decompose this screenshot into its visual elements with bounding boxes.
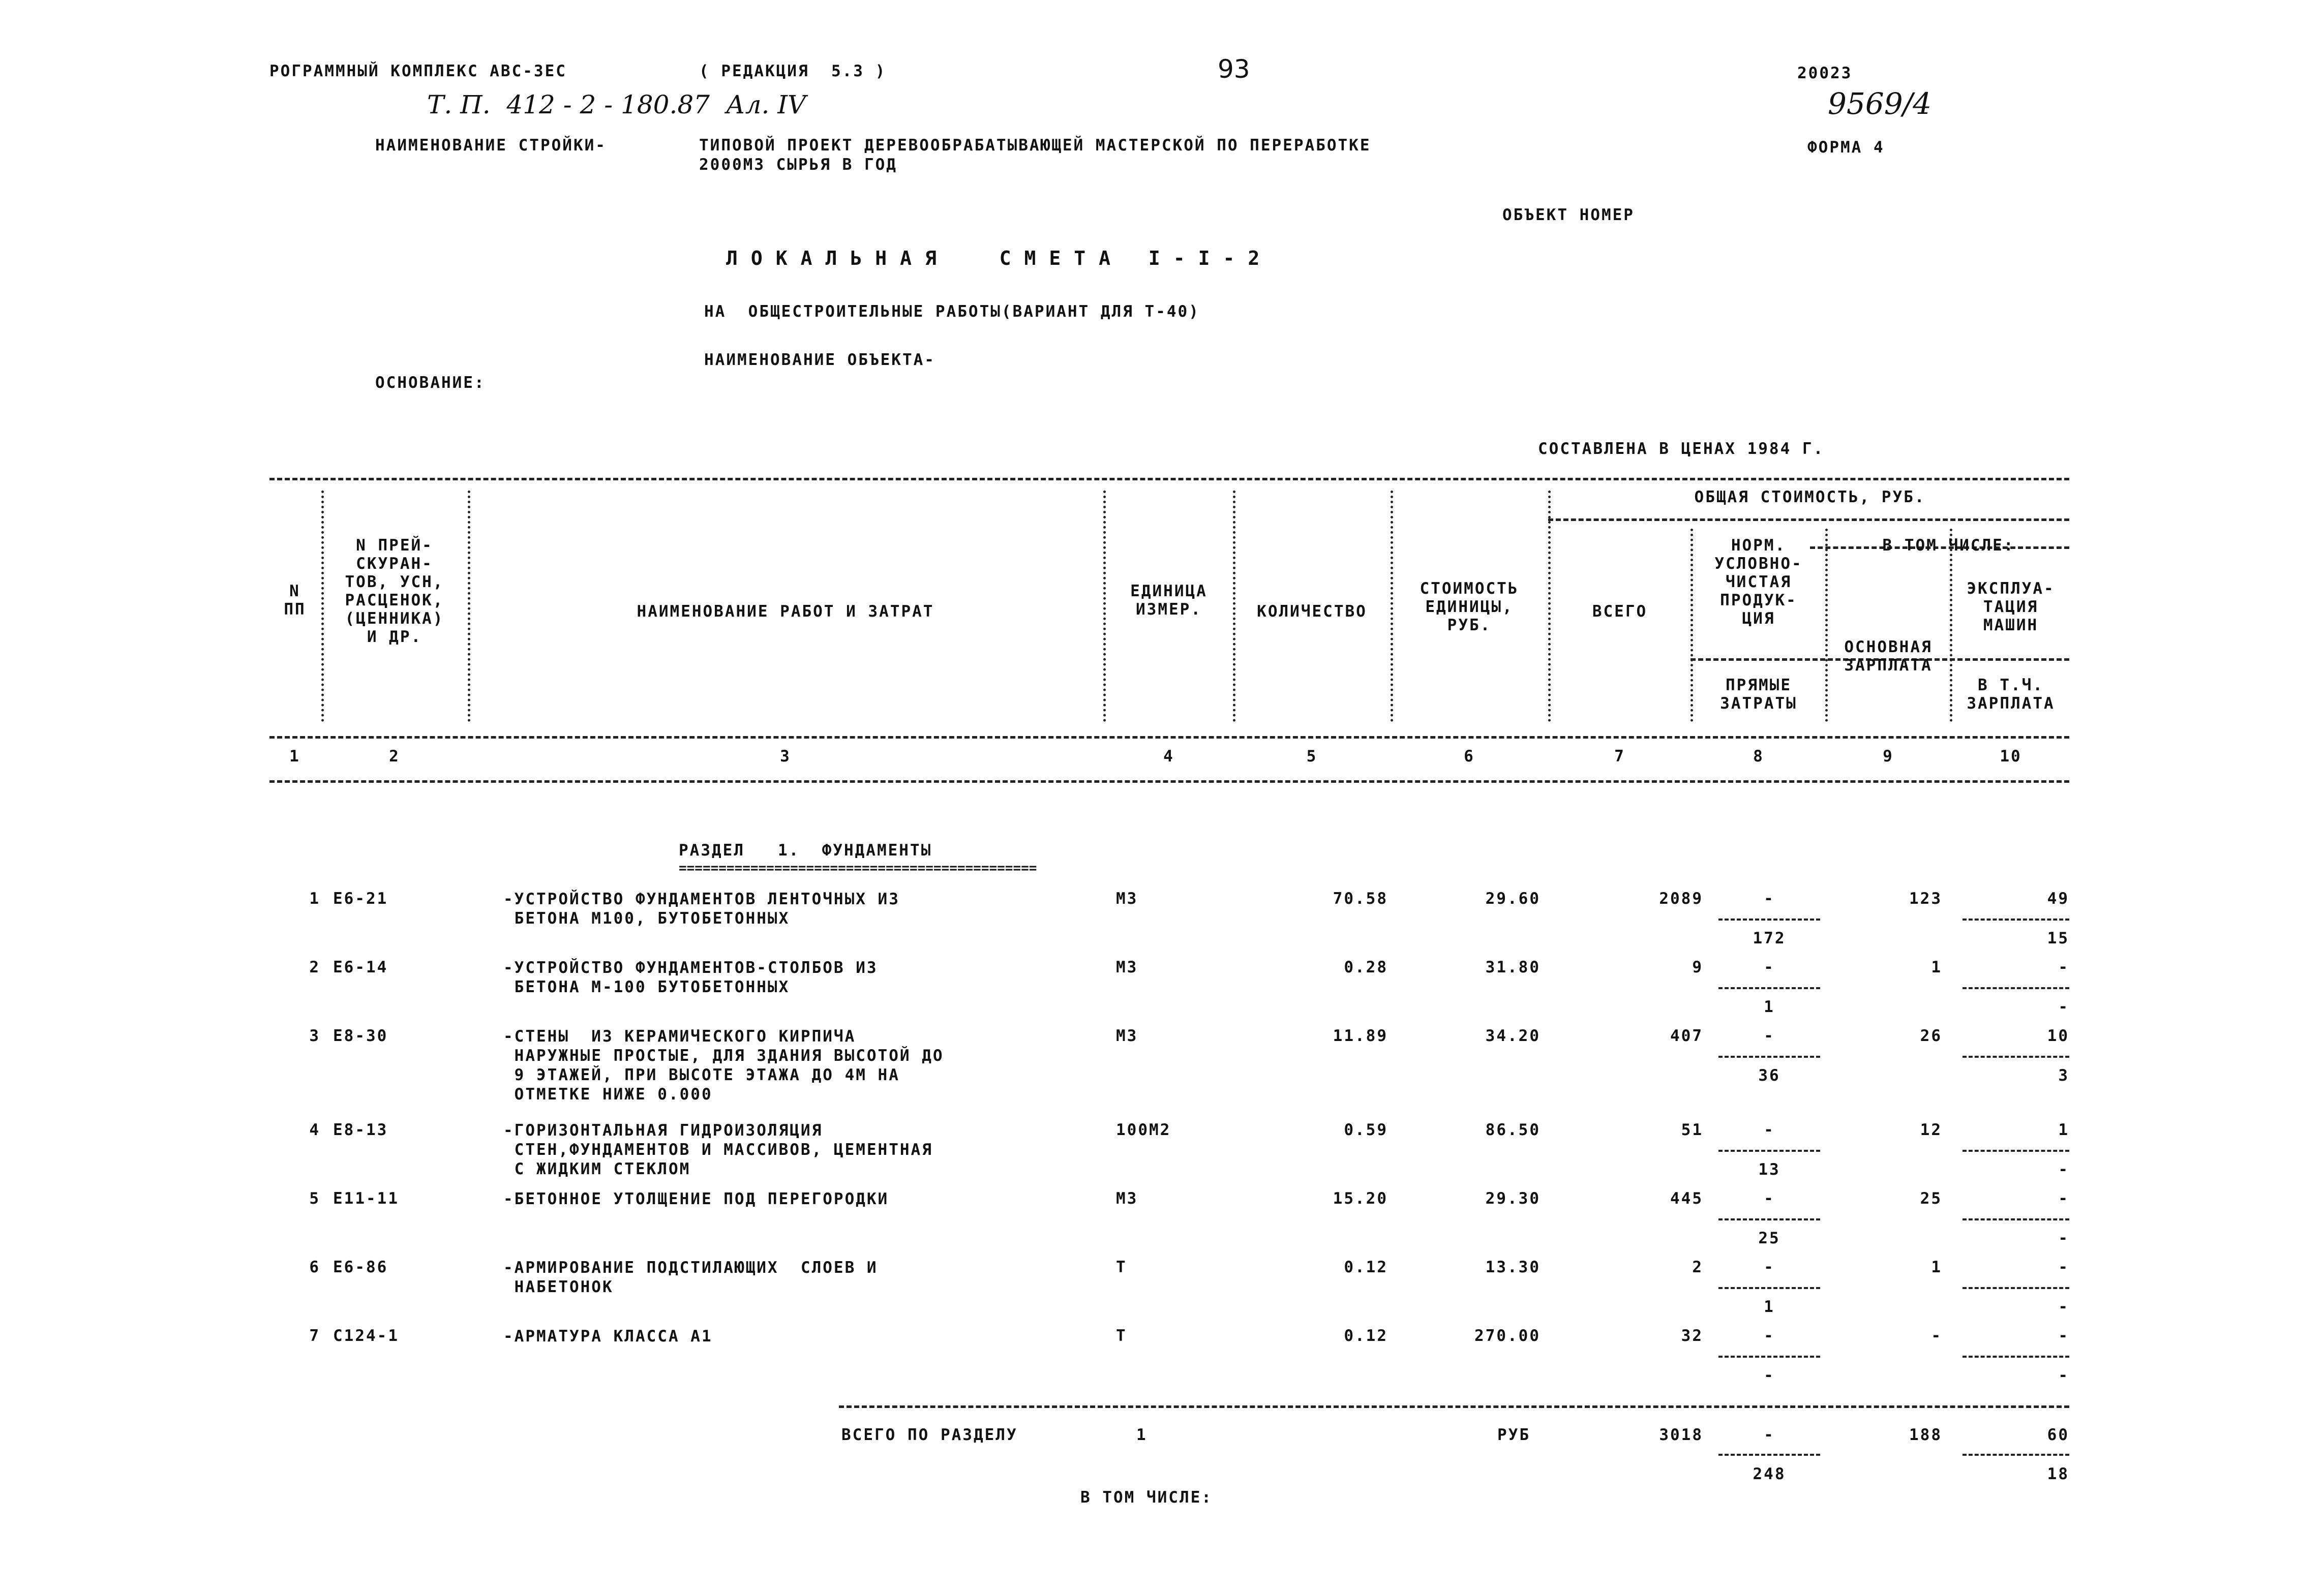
row-total: 445: [1670, 1189, 1703, 1208]
col-header-10-bottom: В Т.Ч. ЗАРПЛАТА: [1967, 676, 2055, 713]
row-c10b: -: [2058, 1229, 2069, 1247]
edition: ( РЕДАКЦИЯ 5.3 ): [699, 62, 887, 80]
row-c10b: -: [2058, 1298, 2069, 1316]
row-c8-rule: [1718, 1150, 1820, 1152]
row-unit: 100М2: [1116, 1121, 1171, 1139]
row-price: 29.60: [1485, 890, 1541, 908]
row-price: 270.00: [1474, 1327, 1541, 1345]
row-c8b: 172: [1753, 929, 1786, 947]
row-c10a: 49: [2047, 890, 2069, 908]
row-name: -УСТРОЙСТВО ФУНДАМЕНТОВ-СТОЛБОВ ИЗ БЕТОНА М-100 БУТОБЕТОННЫХ: [503, 959, 878, 996]
row-c9: 25: [1920, 1189, 1942, 1208]
row-c8-rule: [1718, 919, 1820, 921]
row-c8-rule: [1718, 1356, 1820, 1358]
row-c9: 123: [1909, 890, 1942, 908]
section-total-label: ВСЕГО ПО РАЗДЕЛУ: [841, 1426, 1018, 1444]
col-header-name: НАИМЕНОВАНИЕ РАБОТ И ЗАТРАТ: [637, 602, 934, 621]
numbers-bottom-rule: [269, 780, 2069, 783]
col-header-price: СТОИМОСТЬ ЕДИНИЦЫ, РУБ.: [1420, 579, 1519, 634]
row-c8b: 13: [1758, 1160, 1780, 1179]
header-top-rule: [269, 478, 2069, 480]
row-qty: 0.28: [1344, 958, 1388, 976]
row-total: 32: [1681, 1327, 1703, 1345]
row-c10a: 10: [2047, 1027, 2069, 1045]
including-label: В ТОМ ЧИСЛЕ:: [1080, 1488, 1213, 1507]
section-total-number: 1: [1136, 1426, 1148, 1444]
program-name: РОГРАММНЫЙ КОМПЛЕКС АВС-ЗЕС: [269, 62, 567, 80]
row-c10a: -: [2058, 1258, 2069, 1276]
row-c8a: -: [1764, 1327, 1775, 1345]
row-c8b: 1: [1764, 1298, 1775, 1316]
row-c8a: -: [1764, 1189, 1775, 1208]
doc-code: 20023: [1797, 64, 1853, 82]
row-c8-rule: [1718, 1056, 1820, 1058]
object-name: НАИМЕНОВАНИЕ ОБЪЕКТА-: [704, 351, 935, 369]
row-code: Е6-14: [333, 958, 388, 976]
row-code: Е11-11: [333, 1189, 399, 1208]
col-number: 7: [1614, 747, 1625, 766]
row-c10a: -: [2058, 1327, 2069, 1345]
row-qty: 11.89: [1333, 1027, 1388, 1045]
page-number: 93: [1218, 54, 1250, 84]
row-number: 3: [309, 1027, 320, 1045]
row-c8a: -: [1764, 958, 1775, 976]
row-c10a: 1: [2058, 1121, 2069, 1139]
row-qty: 70.58: [1333, 890, 1388, 908]
header-bottom-rule: [269, 736, 2069, 739]
section-total-9: 188: [1909, 1426, 1942, 1444]
row-price: 29.30: [1485, 1189, 1541, 1208]
row-c8a: -: [1764, 1121, 1775, 1139]
col-header-n: N ПП: [284, 582, 306, 619]
row-c10b: -: [2058, 998, 2069, 1016]
row-number: 6: [309, 1258, 320, 1276]
row-name: -СТЕНЫ ИЗ КЕРАМИЧЕСКОГО КИРПИЧА НАРУЖНЫЕ ПРОСТЫЕ, ДЛЯ ЗДАНИЯ ВЫСОТОЙ ДО 9 ЭТАЖЕЙ, ПРИ ВЫСОТЕ ЭТАЖА ДО 4М НА ОТМЕТКЕ НИЖЕ 0.000: [503, 1027, 944, 1104]
row-number: 4: [309, 1121, 320, 1139]
total-cost-rule: [1548, 518, 2069, 521]
row-qty: 0.12: [1344, 1327, 1388, 1345]
row-total: 407: [1670, 1027, 1703, 1045]
row-code: С124-1: [333, 1327, 399, 1345]
tp-number: Т. П. 412 - 2 - 180.87 Ал. IV: [427, 90, 806, 119]
section-underline: =============================================: [679, 861, 1037, 876]
object-number: ОБЪЕКТ НОМЕР: [1502, 206, 1635, 224]
col-number: 5: [1306, 747, 1318, 766]
row-price: 86.50: [1485, 1121, 1541, 1139]
row-unit: М3: [1116, 890, 1138, 908]
col-header-qty: КОЛИЧЕСТВО: [1257, 602, 1367, 621]
row-total: 9: [1692, 958, 1703, 976]
row-c10b: -: [2058, 1160, 2069, 1179]
row-name: -БЕТОННОЕ УТОЛЩЕНИЕ ПОД ПЕРЕГОРОДКИ: [503, 1190, 889, 1208]
row-c8-rule: [1718, 1287, 1820, 1289]
row-price: 13.30: [1485, 1258, 1541, 1276]
col-number: 3: [780, 747, 791, 766]
row-c8a: -: [1764, 890, 1775, 908]
row-c8b: 1: [1764, 998, 1775, 1016]
naming-line1: ТИПОВОЙ ПРОЕКТ ДЕРЕВООБРАБАТЫВАЮЩЕЙ МАСТЕРСКОЙ ПО ПЕРЕРАБОТКЕ: [699, 136, 1371, 155]
row-qty: 0.12: [1344, 1258, 1388, 1276]
row-qty: 0.59: [1344, 1121, 1388, 1139]
row-unit: М3: [1116, 958, 1138, 976]
row-total: 2: [1692, 1258, 1703, 1276]
row-c10-rule: [1963, 1356, 2069, 1358]
row-total: 51: [1681, 1121, 1703, 1139]
section-title: РАЗДЕЛ 1. ФУНДАМЕНТЫ: [679, 841, 932, 860]
row-c8b: 25: [1758, 1229, 1780, 1247]
row-name: -УСТРОЙСТВО ФУНДАМЕНТОВ ЛЕНТОЧНЫХ ИЗ БЕТОНА М100, БУТОБЕТОННЫХ: [503, 890, 900, 928]
col-number: 10: [2000, 747, 2022, 766]
row-number: 7: [309, 1327, 320, 1345]
col-header-incl: В ТОМ ЧИСЛЕ:: [1882, 536, 2015, 555]
total-rule: [839, 1405, 2069, 1408]
row-unit: Т: [1116, 1258, 1127, 1276]
works-type: НА ОБЩЕСТРОИТЕЛЬНЫЕ РАБОТЫ(ВАРИАНТ ДЛЯ Т-40): [704, 302, 1200, 321]
section-total-8a: -: [1764, 1426, 1775, 1444]
row-c10a: -: [2058, 1189, 2069, 1208]
row-c9: 1: [1931, 1258, 1942, 1276]
row-unit: Т: [1116, 1327, 1127, 1345]
row-c9: 1: [1931, 958, 1942, 976]
row-code: Е6-21: [333, 890, 388, 908]
row-c8b: -: [1764, 1366, 1775, 1385]
row-c10-rule: [1963, 919, 2069, 921]
col-sep-8: [1825, 529, 1828, 722]
col-header-8-top: НОРМ. УСЛОВНО- ЧИСТАЯ ПРОДУК- ЦИЯ: [1714, 536, 1803, 628]
section-total-8b: 248: [1753, 1465, 1786, 1483]
col-number: 1: [289, 747, 300, 766]
row-c8-rule: [1718, 1218, 1820, 1220]
col-number: 8: [1753, 747, 1764, 766]
row-name: -АРМИРОВАНИЕ ПОДСТИЛАЮЩИХ СЛОЕВ И НАБЕТОНОК: [503, 1259, 878, 1296]
page-title: ЛОКАЛЬНАЯ СМЕТА I-I-2: [726, 247, 1273, 269]
row-c8-rule: [1718, 987, 1820, 989]
section-total-10b: 18: [2047, 1465, 2069, 1483]
row-unit: М3: [1116, 1027, 1138, 1045]
archive-number: 9569/4: [1828, 86, 1932, 121]
row-c8a: -: [1764, 1258, 1775, 1276]
row-c10a: -: [2058, 958, 2069, 976]
row-price: 31.80: [1485, 958, 1541, 976]
row-code: Е8-13: [333, 1121, 388, 1139]
row-c10-rule: [1963, 1150, 2069, 1152]
col-header-9: ОСНОВНАЯ ЗАРПЛАТА: [1844, 638, 1933, 675]
row-code: Е6-86: [333, 1258, 388, 1276]
row-qty: 15.20: [1333, 1189, 1388, 1208]
row-c10-rule: [1963, 1056, 2069, 1058]
col-header-10-top: ЭКСПЛУА- ТАЦИЯ МАШИН: [1967, 579, 2055, 634]
col-header-total: ВСЕГО: [1592, 602, 1648, 621]
row-name: -АРМАТУРА КЛАССА А1: [503, 1327, 713, 1345]
col-number: 2: [389, 747, 400, 766]
basis-label: ОСНОВАНИЕ:: [375, 374, 486, 392]
section-total-10a: 60: [2047, 1426, 2069, 1444]
col-header-code: N ПРЕЙ- СКУРАН- ТОВ, УСН, РАСЦЕНОК, (ЦЕННИКА) И ДР.: [345, 536, 444, 646]
col-header-total-cost: ОБЩАЯ СТОИМОСТЬ, РУБ.: [1694, 488, 1926, 506]
row-c9: 12: [1920, 1121, 1942, 1139]
row-unit: М3: [1116, 1189, 1138, 1208]
prices-year: СОСТАВЛЕНА В ЦЕНАХ 1984 Г.: [1538, 440, 1825, 458]
form-number: ФОРМА 4: [1807, 138, 1885, 157]
row-total: 2089: [1659, 890, 1703, 908]
total-10-rule: [1963, 1454, 2069, 1456]
row-code: Е8-30: [333, 1027, 388, 1045]
col-number: 6: [1464, 747, 1475, 766]
naming-line2: 2000М3 СЫРЬЯ В ГОД: [699, 156, 897, 174]
col-header-8-bottom: ПРЯМЫЕ ЗАТРАТЫ: [1720, 676, 1797, 713]
row-number: 5: [309, 1189, 320, 1208]
row-c8a: -: [1764, 1027, 1775, 1045]
row-c10-rule: [1963, 987, 2069, 989]
row-name: -ГОРИЗОНТАЛЬНАЯ ГИДРОИЗОЛЯЦИЯ СТЕН,ФУНДАМЕНТОВ И МАССИВОВ, ЦЕМЕНТНАЯ С ЖИДКИМ СТЕКЛОМ: [503, 1121, 933, 1178]
section-total-unit: РУБ: [1497, 1426, 1530, 1444]
col-header-unit: ЕДИНИЦА ИЗМЕР.: [1130, 582, 1208, 619]
section-total-sum: 3018: [1659, 1426, 1703, 1444]
row-c9: 26: [1920, 1027, 1942, 1045]
total-8-rule: [1718, 1454, 1820, 1456]
row-c10b: -: [2058, 1366, 2069, 1385]
row-c10b: 15: [2047, 929, 2069, 947]
row-c10b: 3: [2058, 1066, 2069, 1085]
col-number: 4: [1163, 747, 1174, 766]
row-c9: -: [1931, 1327, 1942, 1345]
naming-label: НАИМЕНОВАНИЕ СТРОЙКИ-: [375, 136, 607, 155]
row-c10-rule: [1963, 1287, 2069, 1289]
row-c10-rule: [1963, 1218, 2069, 1220]
col-number: 9: [1883, 747, 1894, 766]
row-price: 34.20: [1485, 1027, 1541, 1045]
row-number: 1: [309, 890, 320, 908]
row-c8b: 36: [1758, 1066, 1780, 1085]
row-number: 2: [309, 958, 320, 976]
